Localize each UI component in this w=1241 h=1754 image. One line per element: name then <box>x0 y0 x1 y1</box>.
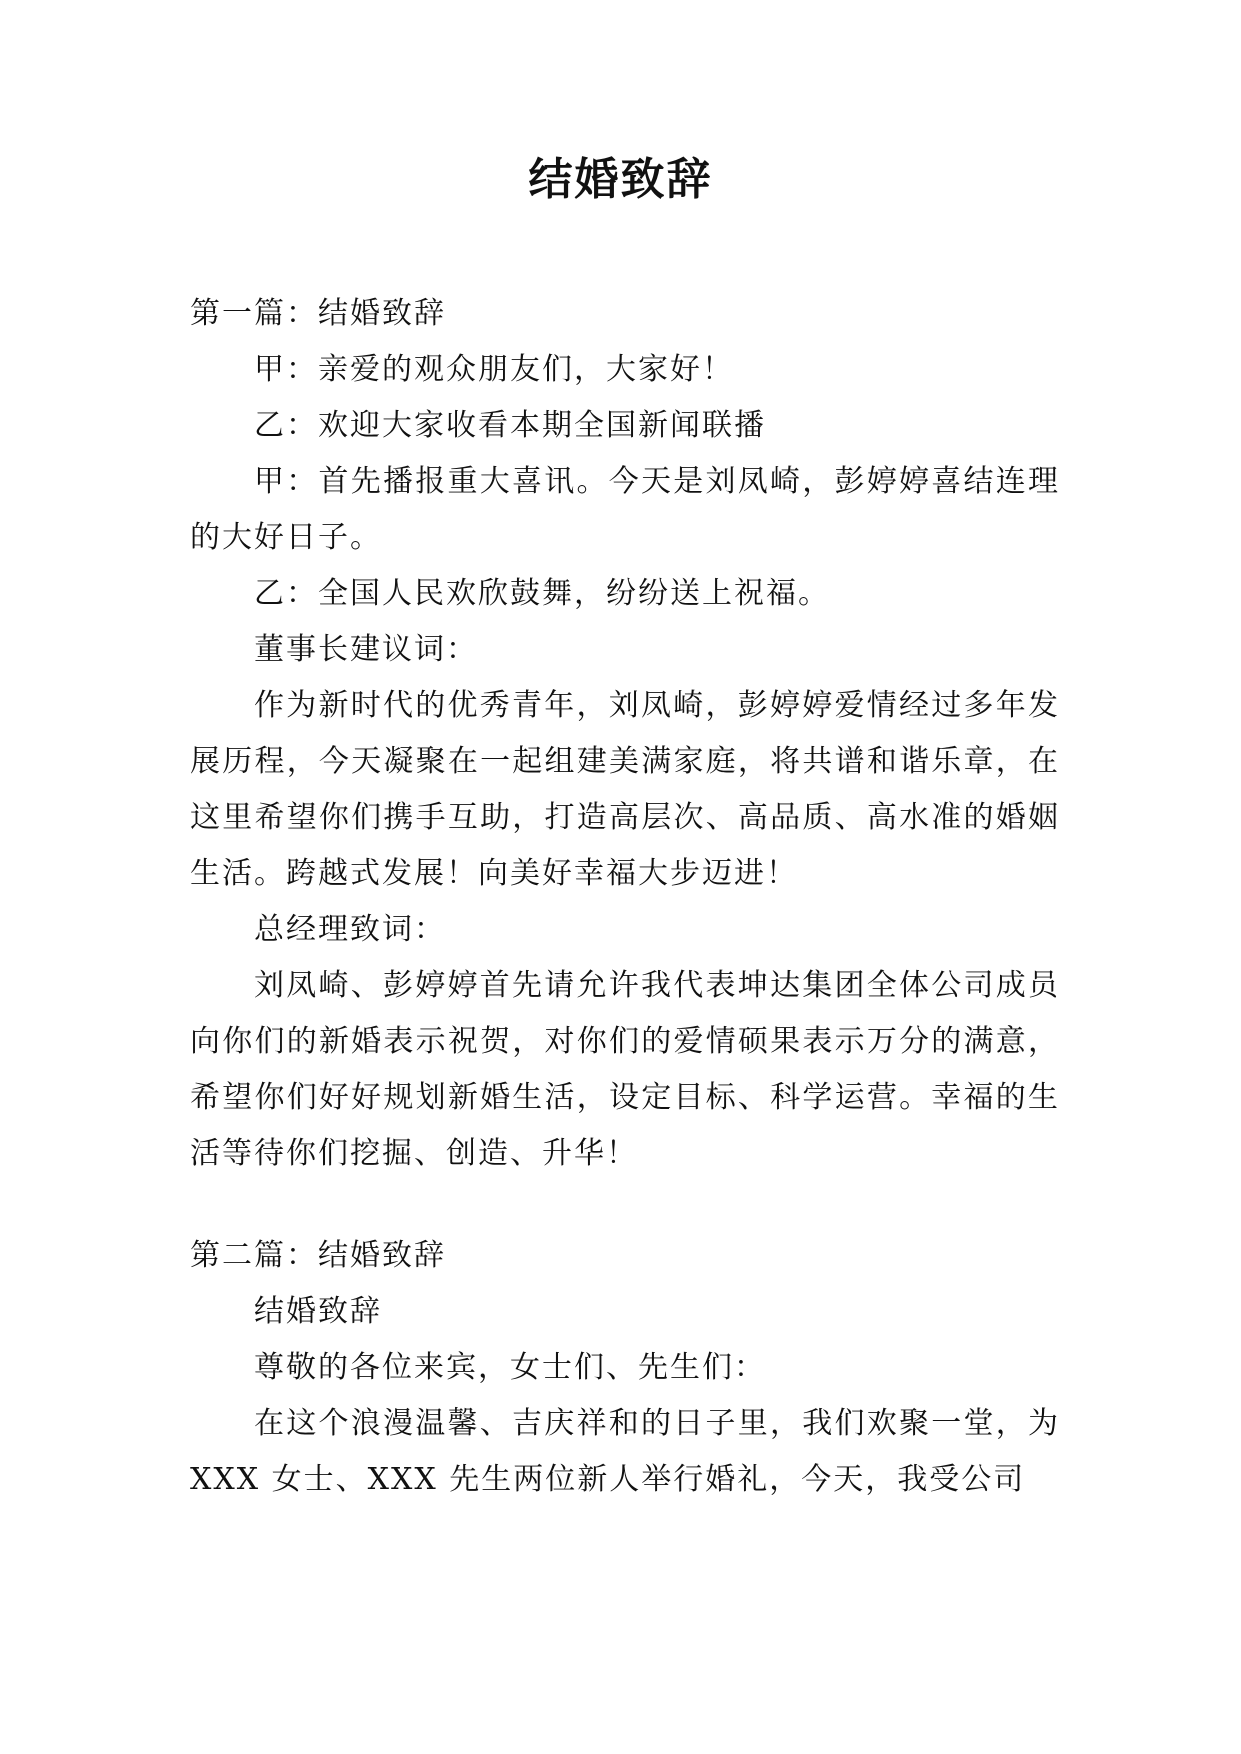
section-1-heading: 第一篇：结婚致辞 <box>190 296 446 331</box>
section-1-paragraph: 乙：全国人民欢欣鼓舞，纷纷送上祝福。 <box>254 576 830 611</box>
section-divider-space <box>190 1182 1060 1228</box>
section-1-paragraph: 甲：首先播报重大喜讯。今天是刘凤崎，彭婷婷喜结连理的大好日子。 <box>190 464 1060 555</box>
section-1-paragraph: 董事长建议词： <box>254 632 478 667</box>
section-2-paragraph: 结婚致辞 <box>254 1294 382 1329</box>
section-1-paragraph: 总经理致词： <box>254 912 446 947</box>
section-2-heading: 第二篇：结婚致辞 <box>190 1238 446 1273</box>
section-1-paragraph: 作为新时代的优秀青年，刘凤崎，彭婷婷爱情经过多年发展历程，今天凝聚在一起组建美满家庭，将共谱和谐乐章，在这里希望你们携手互助，打造高层次、高品质、高水准的婚姻生活。跨越式发展！向美好幸福大步迈进！ <box>190 688 1060 891</box>
section-2-paragraph: 尊敬的各位来宾，女士们、先生们： <box>254 1350 766 1385</box>
section-1-paragraph: 乙：欢迎大家收看本期全国新闻联播 <box>254 408 766 443</box>
section-2-paragraph: 在这个浪漫温馨、吉庆祥和的日子里，我们欢聚一堂，为 XXX 女士、XXX 先生两位新人举行婚礼，今天，我受公司 <box>190 1406 1060 1497</box>
section-1-paragraph: 刘凤崎、彭婷婷首先请允许我代表坤达集团全体公司成员向你们的新婚表示祝贺，对你们的爱情硕果表示万分的满意，希望你们好好规划新婚生活，设定目标、科学运营。幸福的生活等待你们挖掘、创造、升华！ <box>190 968 1060 1171</box>
section-1-paragraph: 甲：亲爱的观众朋友们，大家好！ <box>254 352 734 387</box>
document-title: 结婚致辞 <box>528 154 713 205</box>
document-body <box>190 286 1060 1508</box>
